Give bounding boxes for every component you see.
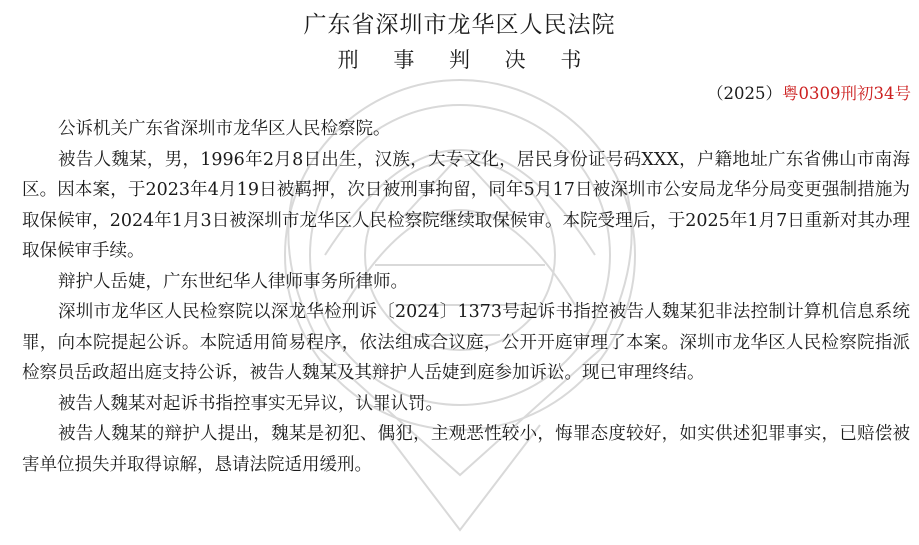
case-year: （2025） (707, 84, 782, 103)
paragraph-indictment: 深圳市龙华区人民检察院以深龙华检刑诉〔2024〕1373号起诉书指控被告人魏某犯非法控制计算机信息系统罪，向本院提起公诉。本院适用简易程序，依法组成合议庭，公开开庭审理了本案。深圳市龙华区人民检察院指派检察员岳政超出庭支持公诉，被告人魏某及其辩护人岳婕到庭参加诉讼。现已审理终结。 (22, 302, 910, 383)
case-number (707, 80, 911, 104)
court-name: 广东省深圳市龙华区人民法院 (303, 12, 616, 38)
case-code: 粤0309刑初34号 (782, 84, 911, 103)
paragraph-plea: 被告人魏某对起诉书指控事实无异议，认罪认罚。 (58, 393, 443, 414)
paragraph-defense-counsel: 辩护人岳婕，广东世纪华人律师事务所律师。 (58, 271, 408, 292)
paragraph-defense-argument: 被告人魏某的辩护人提出，魏某是初犯、偶犯，主观恶性较小，悔罪态度较好，如实供述犯罪事实，已赔偿被害单位损失并取得谅解，恳请法院适用缓刑。 (22, 424, 910, 475)
document-type-title: 刑 事 判 决 书 (337, 48, 596, 72)
judgment-body (22, 114, 910, 480)
paragraph-prosecutor: 公诉机关广东省深圳市龙华区人民检察院。 (58, 119, 391, 139)
paragraph-defendant: 被告人魏某，男，1996年2月8日出生，汉族，大专文化，居民身份证号码XXX，户籍地址广东省佛山市南海区。因本案，于2023年4月19日被羁押，次日被刑事拘留，同年5月17日被深圳市公安局龙华分局变更强制措施为取保候审，2024年1月3日被深圳市龙华区人民检察院继续取保候审。本院受理后，于2025年1月7日重新对其办理取保候审手续。 (22, 149, 910, 261)
